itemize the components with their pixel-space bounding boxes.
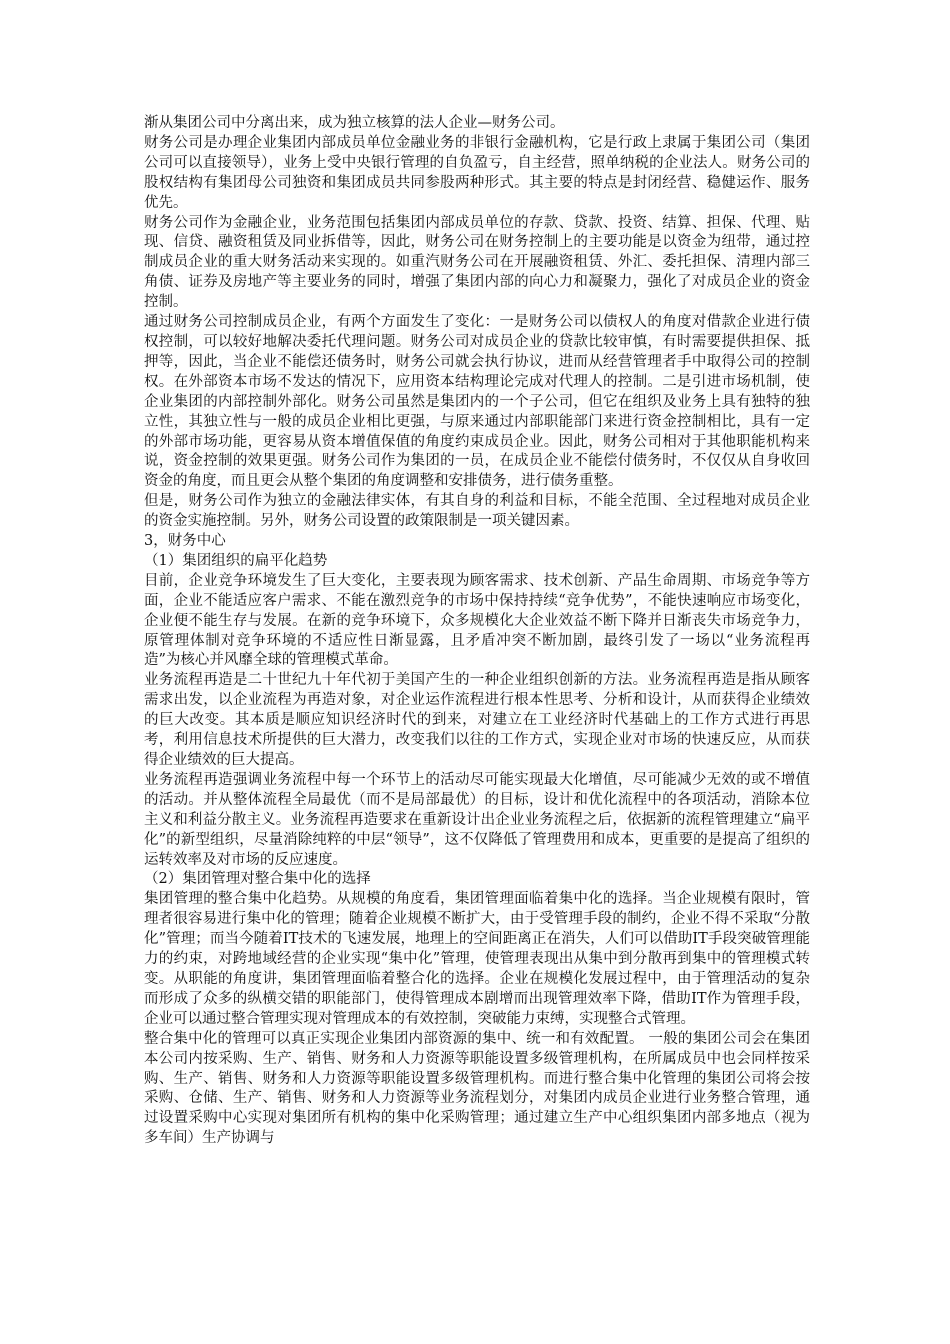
- document-page: [144, 114, 810, 1149]
- paragraph-business-process-reengineering: 业务流程再造是二十世纪九十年代初于美国产生的一种企业组织创新的方法。业务流程再造是指从顾客需求出发，以企业流程为再造对象，对企业运作流程进行根本性思考、分析和设计，从而获得企业绩效的巨大改变。其本质是顺应知识经济时代的到来，对建立在工业经济时代基础上的工作方式进行再思考，利用信息技术所提供的巨大潜力，改变我们以往的工作方式，实现企业对市场的快速反应，从而获得企业绩效的巨大提高。: [144, 672, 810, 768]
- paragraph-finance-company-control: 通过财务公司控制成员企业，有两个方面发生了变化：一是财务公司以债权人的角度对借款企业进行债权控制，可以较好地解决委托代理问题。财务公司对成员企业的贷款比较审慎，有时需要提供担保、抵押等，因此，当企业不能偿还债务时，财务公司就会执行协议，进而从经营管理者手中取得公司的控制权。在外部资本市场不发达的情况下，应用资本结构理论完成对代理人的控制。二是引进市场机制，使企业集团的内部控制外部化。财务公司虽然是集团内的一个子公司，但它在组织及业务上具有独特的独立性，其独立性与一般的成员企业相比更强，与原来通过内部职能部门来进行资金控制相比，具有一定的外部市场功能，更容易从资本增值保值的角度约束成员企业。因此，财务公司相对于其他职能机构来说，资金控制的效果更强。财务公司作为集团的一员，在成员企业不能偿付债务时，不仅仅从自身收回资金的角度，而且更会从整个集团的角度调整和安排债务，进行债务重整。: [144, 314, 810, 490]
- subheading-flat-organization: （1）集团组织的扁平化趋势: [144, 552, 328, 569]
- paragraph-competitive-environment: 目前，企业竞争环境发生了巨大变化，主要表现为顾客需求、技术创新、产品生命周期、市场竞争等方面，企业不能适应客户需求、不能在激烈竞争的市场中保持持续“竞争优势”，不能快速响应市场变化，企业便不能生存与发展。在新的竞争环境下，众多规模化大企业效益不断下降并日渐丧失市场竞争力，原管理体制对竞争环境的不适应性日渐显露，且矛盾冲突不断加剧，最终引发了一场以“业务流程再造”为核心并风靡全球的管理模式革命。: [144, 572, 810, 669]
- paragraph-finance-company-definition: 财务公司是办理企业集团内部成员单位金融业务的非银行金融机构，它是行政上隶属于集团公司（集团公司可以直接领导），业务上受中央银行管理的自负盈亏，自主经营，照单纳税的企业法人。财务公司的股权结构有集团母公司独资和集团成员共同参股两种形式。其主要的特点是封闭经营、稳健运作、服务优先。: [144, 134, 810, 211]
- paragraph-centralization-trend: 集团管理的整合集中化趋势。从规模的角度看，集团管理面临着集中化的选择。当企业规模有限时，管理者很容易进行集中化的管理；随着企业规模不断扩大，由于受管理手段的制约，企业不得不采取“分散化”管理；而当今随着IT技术的飞速发展，地理上的空间距离正在消失，人们可以借助IT手段突破管理能力的约束，对跨地域经营的企业实现“集中化”管理，使管理表现出从集中到分散再到集中的管理模式转变。从职能的角度讲，集团管理面临着整合化的选择。企业在规模化发展过程中，由于管理活动的复杂而形成了众多的纵横交错的职能部门，使得管理成本剧增而出现管理效率下降，借助IT作为管理手段，企业可以通过整合管理实现对管理成本的有效控制，突破能力束缚，实现整合式管理。: [144, 891, 810, 1027]
- paragraph-finance-company-origin: 渐从集团公司中分离出来，成为独立核算的法人企业—财务公司。: [144, 115, 565, 131]
- paragraph-finance-company-business-scope: 财务公司作为金融企业，业务范围包括集团内部成员单位的存款、贷款、投资、结算、担保、代理、贴现、信贷、融资租赁及同业拆借等，因此，财务公司在财务控制上的主要功能是以资金为纽带，通过控制成员企业的重大财务活动来实现的。如重汽财务公司在开展融资租赁、外汇、委托担保、清理内部三角债、证券及房地产等主要业务的同时，增强了集团内部的向心力和凝聚力，强化了对成员企业的资金控制。: [144, 214, 810, 311]
- section-heading-finance-center: 3，财务中心: [144, 533, 226, 550]
- paragraph-process-value: 业务流程再造强调业务流程中每一个环节上的活动尽可能实现最大化增值，尽可能减少无效的或不增值的活动。并从整体流程全局最优（而不是局部最优）的目标，设计和优化流程中的各项活动，消除本位主义和利益分散主义。业务流程再造要求在重新设计出企业业务流程之后，依据新的流程管理建立“扁平化”的新型组织，尽量消除纯粹的中层“领导”，这不仅降低了管理费用和成本，更重要的是提高了组织的运转效率及对市场的反应速度。: [144, 771, 810, 868]
- paragraph-finance-company-limits: 但是，财务公司作为独立的金融法律实体，有其自身的利益和目标，不能全范围、全过程地对成员企业的资金实施控制。另外，财务公司设置的政策限制是一项关键因素。: [144, 493, 810, 530]
- subheading-integration-centralization: （2）集团管理对整合集中化的选择: [144, 871, 371, 888]
- paragraph-integrated-management: 整合集中化的管理可以真正实现企业集团内部资源的集中、统一和有效配置。 一般的集团公司会在集团本公司内按采购、生产、销售、财务和人力资源等职能设置多级管理机构，在所属成员中也会同样按采购、生产、销售、财务和人力资源等职能设置多级管理机构。而进行整合集中化管理的集团公司将会按采购、仓储、生产、销售、财务和人力资源等业务流程划分，对集团内成员企业进行业务整合管理，通过设置采购中心实现对集团所有机构的集中化采购管理；通过建立生产中心组织集团内部多地点（视为多车间）生产协调与: [144, 1030, 810, 1147]
